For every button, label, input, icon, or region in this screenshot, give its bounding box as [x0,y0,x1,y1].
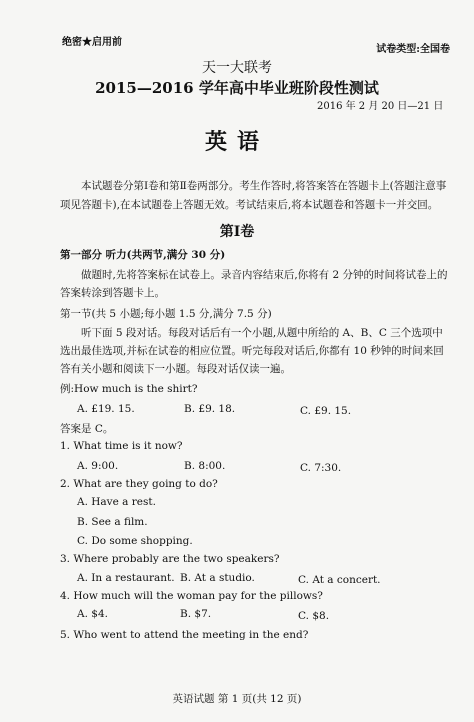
example-question: 例:How much is the shirt? [60,383,198,395]
volume-heading: 第Ⅰ卷 [219,224,255,240]
section1-instruction: 听下面 5 段对话。每段对话后有一个小题,从题中所给的 A、B、C 三个选项中选出最佳选项,并标在试卷的相应位置。听完每段对话后,你都有 10 秒钟的时间来回答有关小题和阅读下一小题。每段对话仅读一遍。 [60,327,444,375]
example-option-a: A. £19. 15. [77,403,135,415]
q1-option-a: A. 9:00. [77,460,119,472]
question-4: 4. How much will the woman pay for the pillows? [60,590,323,602]
q2-option-b: B. See a film. [77,516,148,528]
question-3: 3. Where probably are the two speakers? [60,553,280,565]
q1-option-b: B. 8:00. [184,460,226,472]
exam-subtitle: 2015—2016 学年高中毕业班阶段性测试 [95,79,379,97]
subject-title: 英语 [204,129,269,155]
exam-date: 2016 年 2 月 20 日—21 日 [317,101,444,112]
secret-label: 绝密★启用前 [62,37,122,48]
q3-option-b: B. At a studio. [180,572,255,584]
intro-paragraph: 本试题卷分第Ⅰ卷和第Ⅱ卷两部分。考生作答时,将答案答在答题卡上(答题注意事项见答题卡),在本试题卷上答题无效。考试结束后,将本试题卷和答题卡一并交回。 [60,180,447,211]
part1-instruction: 做题时,先将答案标在试卷上。录音内容结束后,你将有 2 分钟的时间将试卷上的答案转涂到答题卡上。 [60,269,448,299]
example-option-b: B. £9. 18. [184,403,236,415]
example-option-c: C. £9. 15. [300,405,352,417]
q4-option-b: B. $7. [180,608,212,620]
question-5: 5. Who went to attend the meeting in the end? [60,629,309,641]
q2-option-a: A. Have a rest. [77,496,156,508]
question-2: 2. What are they going to do? [60,478,218,490]
question-1: 1. What time is it now? [60,440,183,452]
exam-title: 天一大联考 [202,60,272,76]
page-footer: 英语试题 第 1 页(共 12 页) [172,693,302,705]
paper-type-label: 试卷类型:全国卷 [376,44,450,55]
section1-heading: 第一节(共 5 小题;每小题 1.5 分,满分 7.5 分) [60,308,272,320]
q1-option-c: C. 7:30. [300,462,342,474]
part1-heading: 第一部分 听力(共两节,满分 30 分) [60,249,226,261]
q4-option-a: A. $4. [77,608,108,620]
q3-option-c: C. At a concert. [298,574,381,586]
q2-option-c: C. Do some shopping. [77,535,193,547]
q3-option-a: A. In a restaurant. [77,572,175,584]
example-answer: 答案是 C。 [60,423,114,435]
q4-option-c: C. $8. [298,610,330,622]
